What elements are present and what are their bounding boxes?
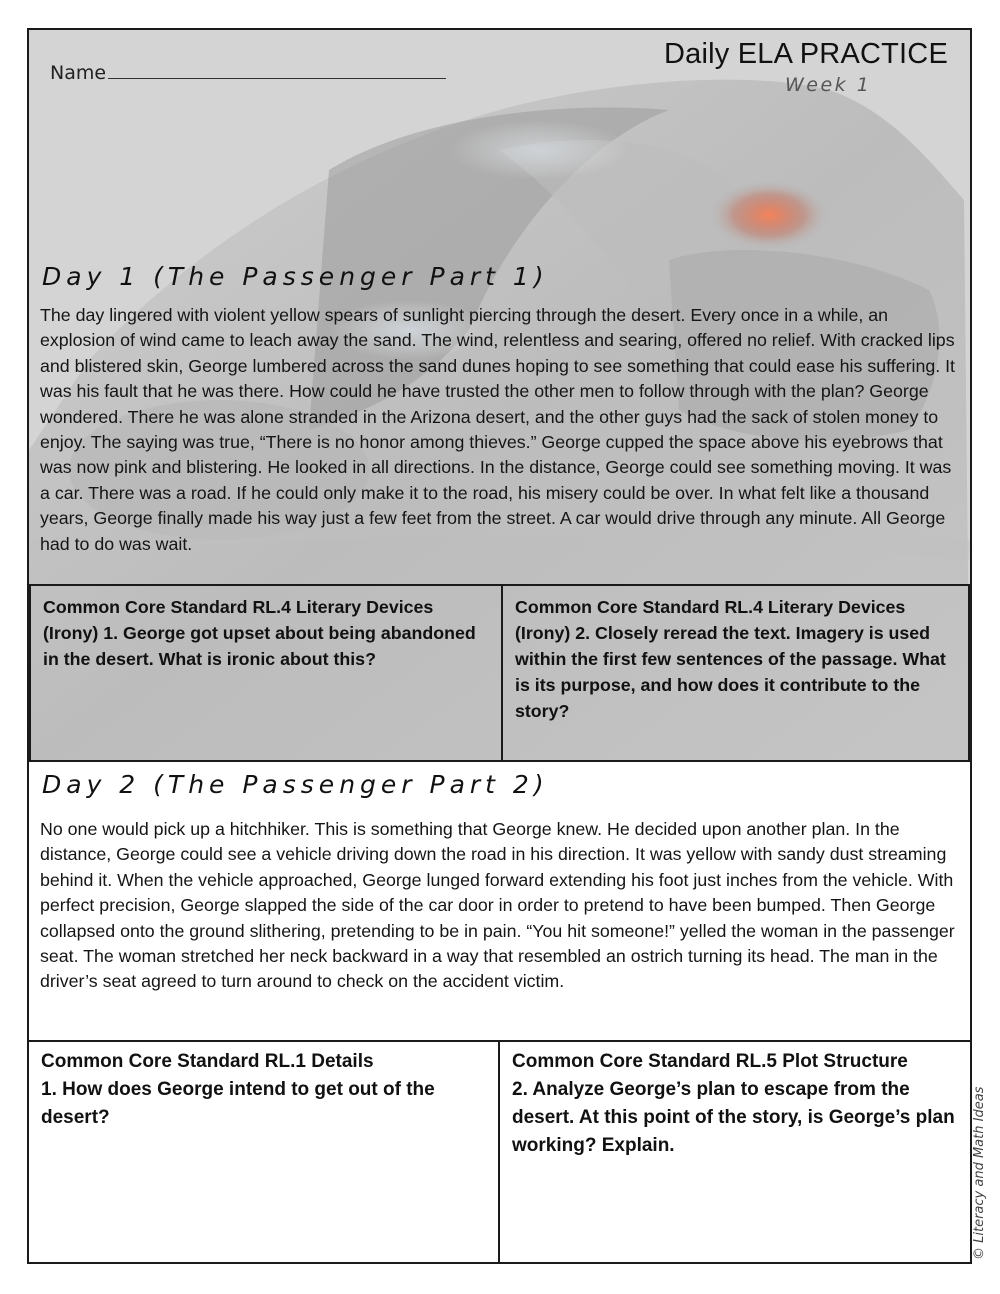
day2-question-1[interactable] [29, 1042, 500, 1264]
copyright-notice: © Literacy and Math Ideas [972, 1086, 987, 1260]
day2-question-2[interactable] [500, 1042, 970, 1264]
day1-passage: The day lingered with violent yellow spears of sunlight piercing through the desert. Every once in a while, an explosion of wind came to leach away the sand. The wind, relentless and searing, offered no relief. With cracked lips and blistered skin, George lumbered across the sand dunes hoping to see something that could ease his suffering. It was his fault that he was there. How could he have trusted the other men to follow through with the plan? George wondered. There he was alone stranded in the Arizona desert, and the other guys had the sack of stolen money to enjoy. The saying was true, “There is no honor among thieves.” George cupped the space above his eyebrows that was now pink and blistering. He looked in all directions. In the distance, George could see something moving. It was a car. There was a road. If he could only make it to the road, his misery could be over. In what felt like a thousand years, George finally made his way just a few feet from the street. A car would drive through any minute. All George had to do was wait. [40, 305, 955, 554]
day2-heading: Day 2 (The Passenger Part 2) [42, 770, 549, 799]
name-field[interactable] [50, 62, 446, 84]
day1-heading: Day 1 (The Passenger Part 1) [42, 262, 549, 291]
day2-q2-standard: Common Core Standard RL.5 Plot Structure [512, 1051, 908, 1072]
day2-questions [29, 1040, 970, 1264]
name-label: Name [50, 62, 107, 84]
day2-q1-standard: Common Core Standard RL.1 Details [41, 1051, 374, 1072]
day1-question-2[interactable]: Common Core Standard RL.4 Literary Devices (Irony) 2. Closely reread the text. Imagery is used within the first few sentences of the passage. What is its purpose, and how does it contribute to the story? [515, 597, 946, 721]
day2-q2-text: 2. Analyze George’s plan to escape from the desert. At this point of the story, is George’s plan working? Explain. [512, 1079, 955, 1156]
day1-questions [29, 584, 970, 762]
name-underline [108, 62, 446, 79]
page-title: Daily ELA PRACTICE [663, 38, 948, 70]
day2-passage: No one would pick up a hitchhiker. This is something that George knew. He decided upon another plan. In the distance, George could see a vehicle driving down the road in his direction. It was yellow with sandy dust streaming behind it. When the vehicle approached, George lunged forward extending his foot just inches from the vehicle. With perfect precision, George slapped the side of the car door in order to pretend to have been bumped. Then George collapsed onto the ground slithering, pretending to be in pain. “You hit someone!” yelled the woman in the passenger seat. The woman stretched her neck backward in a way that resembled an ostrich turning its head. The man in the driver’s seat agreed to turn around to check on the accident victim. [40, 819, 955, 992]
day2-q1-text: 1. How does George intend to get out of the desert? [41, 1079, 435, 1128]
day1-question-1[interactable]: Common Core Standard RL.4 Literary Devices (Irony) 1. George got upset about being abandoned in the desert. What is ironic about this? [31, 586, 503, 760]
week-subtitle: Week 1 [785, 74, 872, 96]
